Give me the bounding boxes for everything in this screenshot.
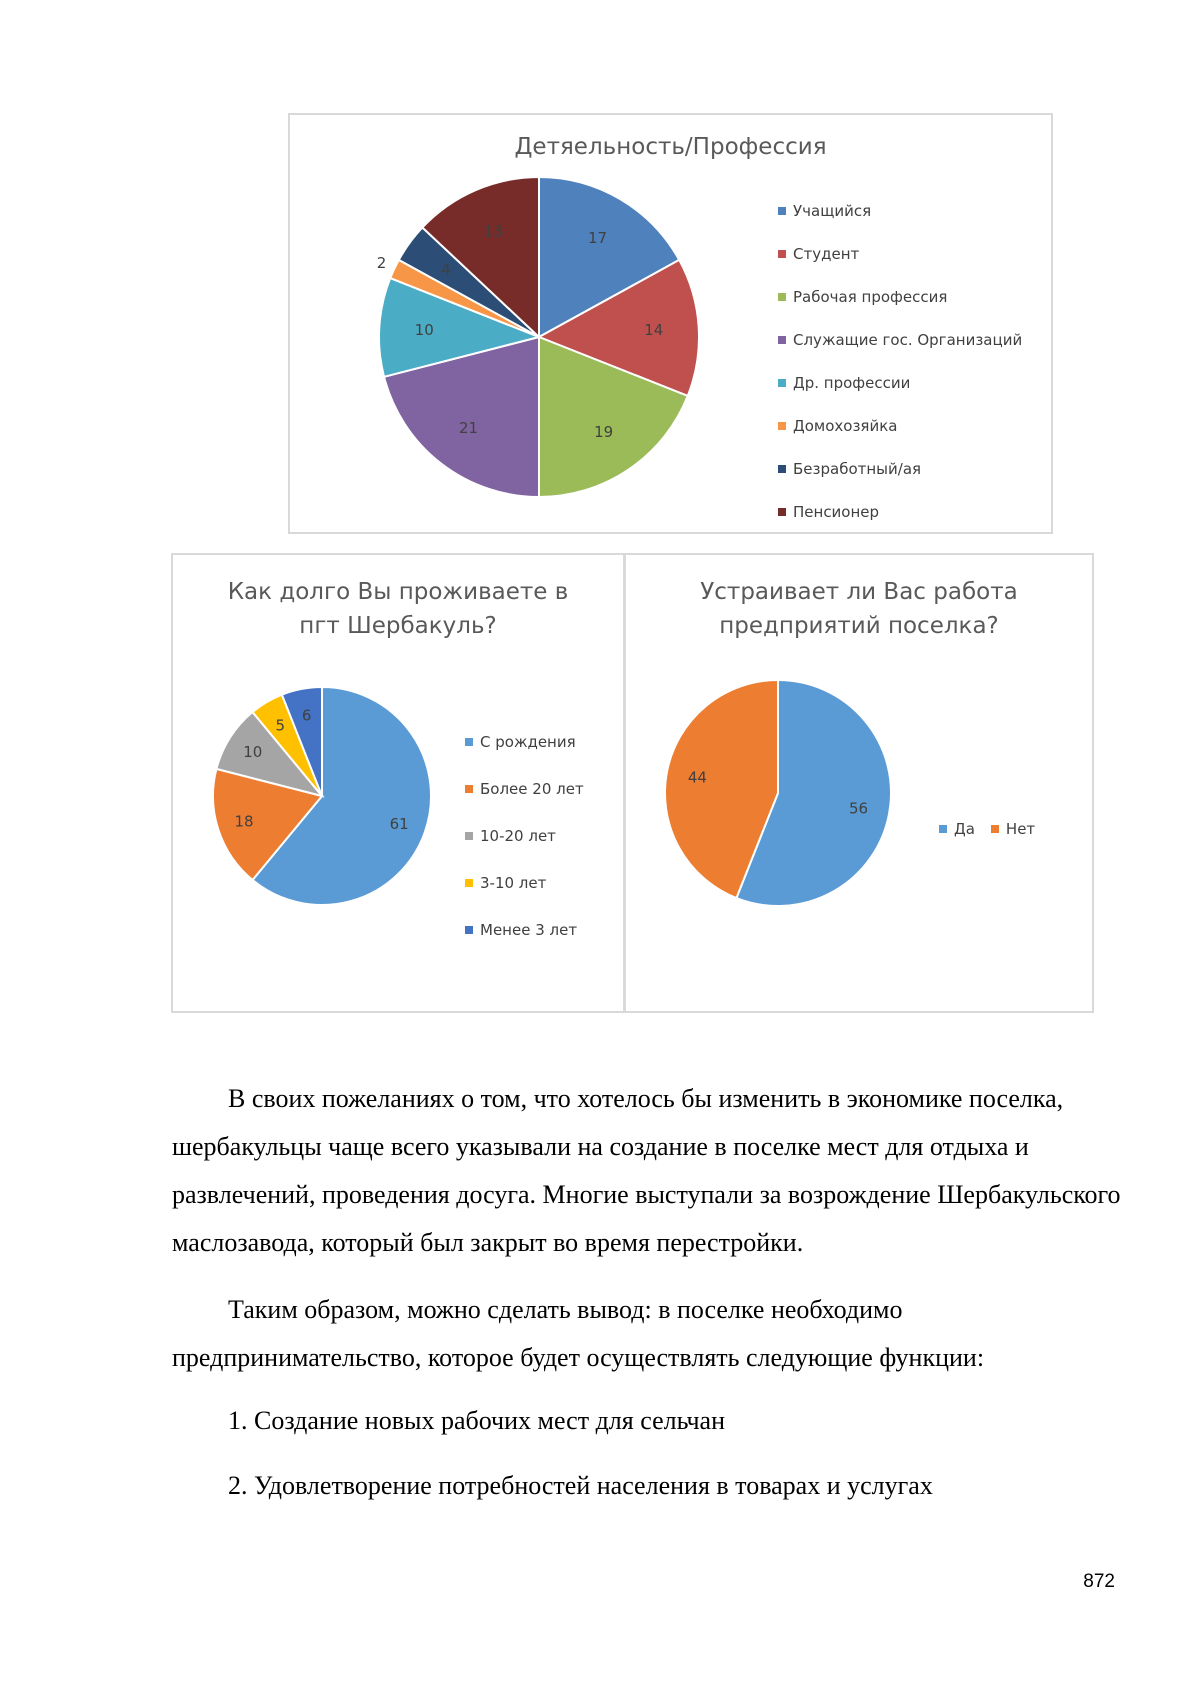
legend-item (778, 189, 1022, 232)
pie-chart-svg (626, 555, 1096, 1015)
list-item: 1. Создание новых рабочих мест для сельчан (228, 1406, 726, 1435)
legend-label: Студент (793, 244, 860, 263)
paragraph (172, 1075, 1122, 1267)
legend-swatch (778, 379, 786, 387)
legend-swatch (778, 336, 786, 344)
data-label: 4 (441, 260, 451, 279)
legend-label: Домохозяйка (793, 416, 898, 435)
legend-item (778, 361, 1022, 404)
chart-residence-duration (171, 553, 625, 1013)
legend-item (778, 318, 1022, 361)
legend-swatch (465, 738, 473, 746)
legend-swatch (778, 207, 786, 215)
data-label: 44 (687, 768, 707, 787)
legend-swatch (778, 250, 786, 258)
legend-swatch (465, 832, 473, 840)
chart-title: Устраивает ли Вас работа предприятий поселка? (700, 579, 1018, 639)
legend-item (778, 404, 1022, 447)
chart-legend (465, 718, 584, 953)
legend-swatch (465, 785, 473, 793)
legend-label: Да (954, 820, 975, 838)
legend-label: Нет (1005, 820, 1036, 838)
list-item: 2. Удовлетворение потребностей населения в товарах и услугах (228, 1471, 933, 1500)
data-label: 21 (458, 418, 479, 437)
legend-swatch (778, 422, 786, 430)
data-label: 18 (234, 812, 254, 831)
legend-item (778, 275, 1022, 318)
legend-label: 10-20 лет (480, 826, 556, 845)
legend-item (778, 232, 1022, 275)
legend-label: Менее 3 лет (480, 920, 578, 939)
data-label: 10 (243, 743, 263, 762)
data-label: 56 (849, 799, 869, 818)
legend-item (778, 447, 1022, 490)
legend-label: 3-10 лет (480, 873, 547, 892)
legend-swatch (778, 508, 786, 516)
legend-item (939, 820, 975, 838)
legend-label: Учащийся (793, 201, 872, 220)
data-label: 17 (587, 229, 608, 248)
chart-title: Детяельность/Профессия (514, 134, 827, 160)
legend-item (465, 906, 584, 953)
legend-label: Служащие гос. Организаций (793, 330, 1023, 349)
legend-label: Безработный/ая (793, 459, 922, 478)
data-label: 2 (376, 253, 387, 272)
legend-label: С рождения (480, 732, 576, 751)
page-number: 872 (1083, 1571, 1115, 1592)
legend-item (465, 718, 584, 765)
legend-label: Пенсионер (793, 502, 880, 521)
legend-swatch (778, 293, 786, 301)
paragraph (172, 1286, 1122, 1382)
data-label: 61 (389, 814, 409, 833)
paragraph-text: Таким образом, можно сделать вывод: в поселке необходимо предпринимательство, которое будет осуществлять следующие функции: (172, 1295, 985, 1372)
legend-label: Более 20 лет (480, 779, 584, 798)
legend-label: Др. профессии (793, 373, 911, 392)
chart-legend (778, 189, 1022, 533)
data-label: 14 (644, 320, 664, 339)
data-label: 5 (275, 716, 286, 735)
data-label: 19 (594, 423, 614, 442)
legend-item (465, 765, 584, 812)
legend-swatch (991, 825, 999, 833)
legend-item (465, 812, 584, 859)
legend-item (991, 820, 1035, 838)
chart-title: Как долго Вы проживаете в пгт Шербакуль? (227, 579, 569, 639)
chart-occupation (288, 113, 1053, 534)
legend-label: Рабочая профессия (793, 287, 948, 306)
legend-swatch (778, 465, 786, 473)
legend-item (778, 490, 1022, 533)
paragraph-text: В своих пожеланиях о том, что хотелось бы изменить в экономике поселка, шербакульцы чаще всего указывали на создание в поселке мест для отдыха и развлечений, проведения досуга. Многие выступали за возрождение Шербакульского маслозавода, который был закрыт во время перестройки. (172, 1084, 1121, 1257)
chart-enterprise-satisfaction (624, 553, 1094, 1013)
chart-legend (939, 819, 1051, 838)
data-label: 6 (301, 706, 312, 725)
data-label: 10 (414, 320, 434, 339)
legend-swatch (465, 879, 473, 887)
legend-item (465, 859, 584, 906)
legend-swatch (939, 825, 947, 833)
legend-swatch (465, 926, 473, 934)
data-label: 13 (483, 222, 503, 241)
